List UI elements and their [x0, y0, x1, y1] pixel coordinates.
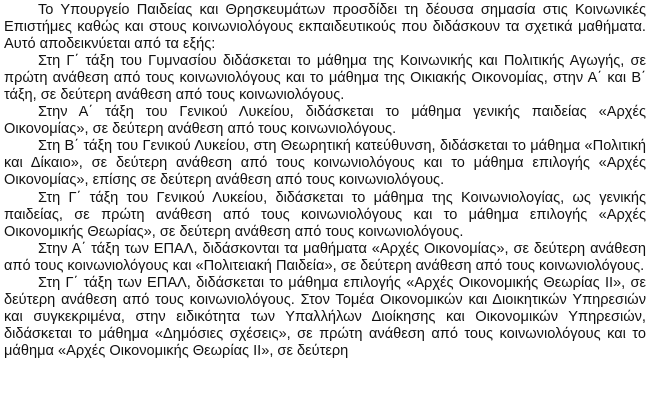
paragraph-lyceum-b: Στη Β΄ τάξη του Γενικού Λυκείου, στη Θεωρητική κατεύθυνση, διδάσκεται το μάθημα «Πολιτική και Δίκαιο», σε δεύτερη ανάθεση από τους κοινωνιολόγους και το μάθημα επιλογής «Αρχές Οικονομίας», επίσης σε δεύτερη ανάθεση από τους κοινωνιολόγους.	[4, 138, 646, 189]
paragraph-lyceum-a: Στην Α΄ τάξη του Γενικού Λυκείου, διδάσκεται το μάθημα γενικής παιδείας «Αρχές Οικονομίας», σε δεύτερη ανάθεση από τους κοινωνιολόγους.	[4, 104, 646, 138]
paragraph-epal-c: Στη Γ΄ τάξη των ΕΠΑΛ, διδάσκεται το μάθημα επιλογής «Αρχές Οικονομικής Θεωρίας ΙΙ», σε δεύτερη ανάθεση από τους κοινωνιολόγους. Στον Τομέα Οικονομικών και Διοικητικών Υπηρεσιών και συγκεκριμένα, στην ειδικότητα των Υπαλλήλων Διοίκησης και Οικονομικών Υπηρεσιών, διδάσκεται το μάθημα «Δημόσιες σχέσεις», σε πρώτη ανάθεση από τους κοινωνιολόγους και το μάθημα «Αρχές Οικονομικής Θεωρίας ΙΙ», σε δεύτερη	[4, 274, 646, 359]
paragraph-epal-a: Στην Α΄ τάξη των ΕΠΑΛ, διδάσκονται τα μαθήματα «Αρχές Οικονομίας», σε δεύτερη ανάθεση από τους κοινωνιολόγους και «Πολιτειακή Παιδεία», σε δεύτερη ανάθεση από τους κοινωνιολόγους.	[4, 240, 646, 274]
paragraph-intro: Το Υπουργείο Παιδείας και Θρησκευμάτων προσδίδει τη δέουσα σημασία στις Κοινωνικές Επιστήμες καθώς και στους κοινωνιολόγους εκπαιδευτικούς που διδάσκουν τα σχετικά μαθήματα. Αυτό αποδεικνύεται από τα εξής:	[4, 2, 646, 53]
document-body	[4, 2, 646, 360]
paragraph-lyceum-c: Στη Γ΄ τάξη του Γενικού Λυκείου, διδάσκεται το μάθημα της Κοινωνιολογίας, ως γενικής παιδείας, σε πρώτη ανάθεση από τους κοινωνιολόγους και το μάθημα επιλογής «Αρχές Οικονομικής Θεωρίας», σε δεύτερη ανάθεση από τους κοινωνιολόγους.	[4, 189, 646, 240]
paragraph-gymnasium: Στη Γ΄ τάξη του Γυμνασίου διδάσκεται το μάθημα της Κοινωνικής και Πολιτικής Αγωγής, σε πρώτη ανάθεση από τους κοινωνιολόγους και το μάθημα της Οικιακής Οικονομίας, στην Α΄ και Β΄ τάξη, σε δεύτερη ανάθεση από τους κοινωνιολόγους.	[4, 53, 646, 104]
